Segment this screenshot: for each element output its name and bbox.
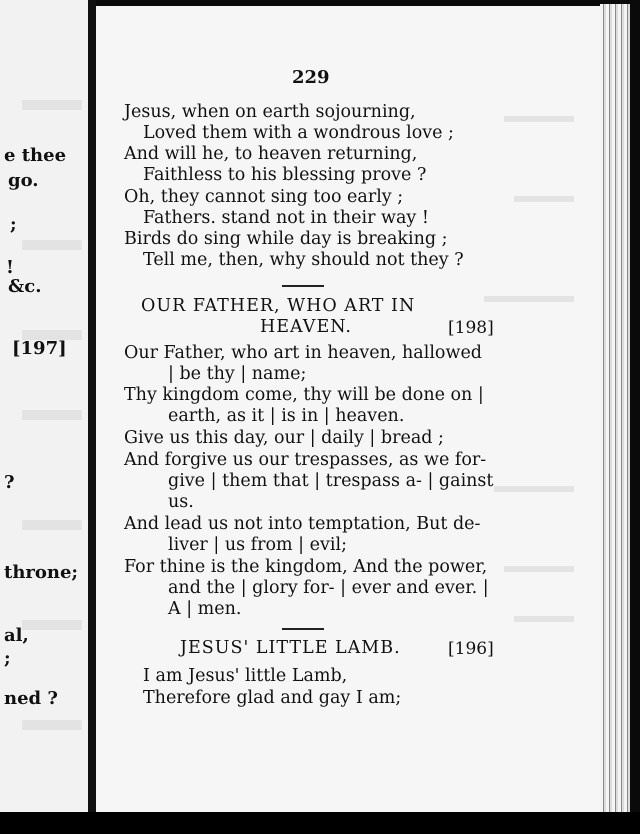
page-number: 229 [292, 67, 330, 88]
left-fragment: ! [6, 257, 14, 278]
left-fragment: [197] [12, 338, 67, 359]
hymn-number: [198] [448, 318, 494, 338]
verse-line: Fathers. stand not in their way ! [143, 208, 429, 228]
verse-line: Jesus, when on earth sojourning, [124, 102, 416, 122]
left-facing-page [0, 0, 89, 812]
hymn-line: For thine is the kingdom, And the power, [124, 557, 488, 577]
left-fragment: al, [4, 625, 29, 646]
hymn-title: OUR FATHER, WHO ART IN [141, 296, 416, 316]
left-fragment: ; [10, 214, 17, 235]
verse-line: Tell me, then, why should not they ? [143, 250, 464, 270]
hymn-title: HEAVEN. [260, 317, 352, 337]
hymn-line: And lead us not into temptation, But de- [124, 514, 481, 534]
hymn-line: Our Father, who art in heaven, hallowed [124, 343, 483, 363]
hymn-line: And forgive us our trespasses, as we for- [124, 450, 487, 470]
verse-line: Birds do sing while day is breaking ; [124, 229, 448, 249]
left-fragment: &c. [8, 276, 42, 297]
book-gutter [88, 0, 96, 834]
hymn-line: give | them that | trespass a- | gainst [168, 471, 494, 491]
hymn-line: I am Jesus' little Lamb, [143, 666, 348, 686]
hymn-title: JESUS' LITTLE LAMB. [180, 638, 401, 658]
left-fragment: throne; [4, 562, 79, 583]
hymn-line: liver | us from | evil; [168, 535, 347, 555]
hymn-line: | be thy | name; [168, 364, 307, 384]
left-fragment: ned ? [4, 688, 58, 709]
hymn-line: earth, as it | is in | heaven. [168, 406, 405, 426]
hymn-line: Thy kingdom come, thy will be done on | [124, 385, 484, 405]
page-edges [600, 4, 630, 816]
section-rule [282, 285, 324, 287]
hymn-line: and the | glory for- | ever and ever. | [168, 578, 489, 598]
verse-line: And will he, to heaven returning, [124, 144, 418, 164]
verse-line: Loved them with a wondrous love ; [143, 123, 454, 143]
left-fragment: ; [4, 648, 11, 669]
left-fragment: ? [4, 472, 15, 493]
hymn-line: Give us this day, our | daily | bread ; [124, 428, 444, 448]
verse-line: Faithless to his blessing prove ? [143, 165, 427, 185]
left-fragment: go. [8, 170, 39, 191]
section-rule [282, 628, 324, 630]
scan-bottom-border [0, 812, 640, 834]
hymn-line: us. [168, 492, 194, 512]
hymn-number: [196] [448, 639, 494, 659]
verse-line: Oh, they cannot sing too early ; [124, 187, 404, 207]
left-fragment: e thee [4, 145, 67, 166]
hymn-line: A | men. [168, 599, 242, 619]
hymn-line: Therefore glad and gay I am; [143, 688, 402, 708]
